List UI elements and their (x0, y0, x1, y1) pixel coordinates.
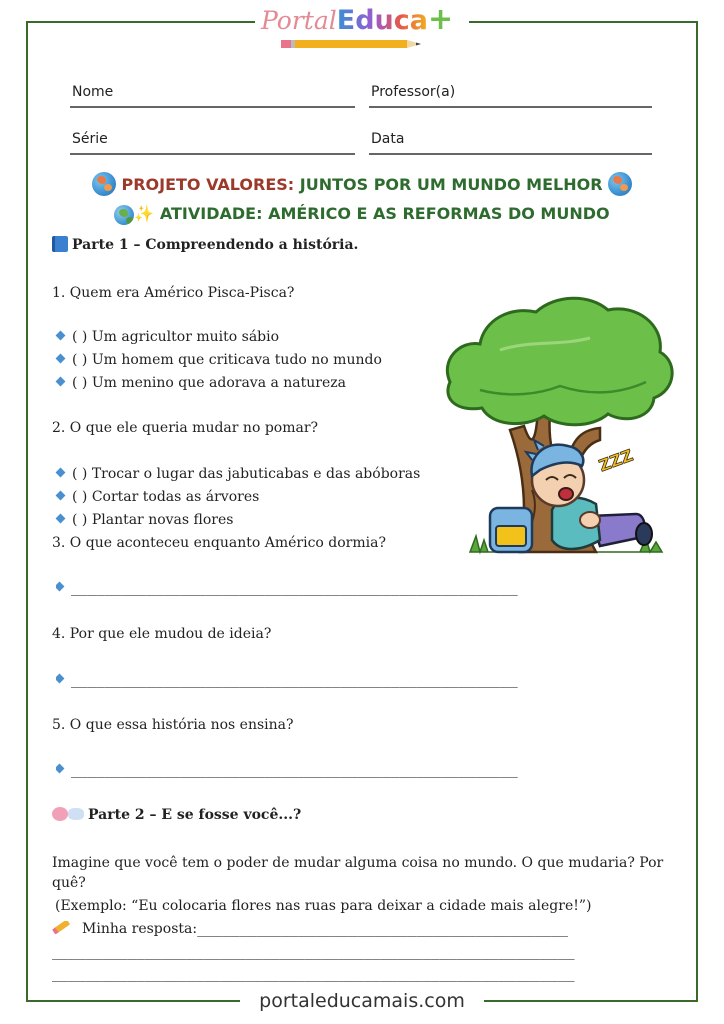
question-3: 3. O que aconteceu enquanto Américo dormia? (52, 535, 386, 551)
diamond-icon (56, 331, 66, 341)
grade-field[interactable] (70, 129, 355, 155)
speech-bubble-icon (68, 808, 84, 820)
logo-portal-text: Portal (261, 6, 337, 35)
answer-line-5[interactable]: _____________________________________________________ (56, 762, 670, 778)
part2-prompt: Imagine que você tem o poder de mudar alguma coisa no mundo. O que mudaria? Por quê? (52, 855, 664, 891)
project-title-prefix: PROJETO VALORES: (121, 175, 295, 194)
option-1b[interactable]: ( ) Um homem que criticava tudo no mundo (57, 352, 382, 368)
sleep-zzz-text: ZZZ (596, 445, 636, 476)
option-1c[interactable]: ( ) Um menino que adorava a natureza (57, 375, 346, 391)
answer-line-extra-2[interactable]: ______________________________________________________________ (52, 966, 575, 982)
sparkles-icon: ✨ (134, 204, 155, 223)
diamond-icon (56, 764, 64, 774)
diamond-icon (56, 468, 66, 478)
my-answer-line[interactable]: Minha resposta:____________________________________________ (52, 921, 678, 937)
grade-label: Série (72, 131, 108, 147)
activity-title (0, 204, 724, 225)
pencil-icon (52, 921, 70, 935)
name-label: Nome (72, 84, 114, 100)
question-2: 2. O que ele queria mudar no pomar? (52, 420, 319, 436)
option-2c[interactable]: ( ) Plantar novas flores (57, 512, 233, 528)
logo-educa-text: Educa (336, 5, 428, 36)
portal-educa-logo (255, 2, 469, 52)
date-field[interactable] (369, 129, 652, 155)
question-5: 5. O que essa história nos ensina? (52, 717, 294, 733)
activity-title-text: ATIVIDADE: AMÉRICO E AS REFORMAS DO MUNDO (159, 204, 610, 223)
option-2a[interactable]: ( ) Trocar o lugar das jabuticabas e das abóboras (57, 466, 420, 482)
diamond-icon (56, 377, 66, 387)
boy-sleeping-under-tree-illustration (440, 290, 678, 562)
name-field[interactable] (70, 82, 355, 108)
part2-example: (Exemplo: “Eu colocaria flores nas ruas para deixar a cidade mais alegre!”) (55, 898, 592, 914)
diamond-icon (56, 514, 66, 524)
answer-line-4[interactable]: _____________________________________________________ (56, 672, 670, 688)
project-title (0, 172, 724, 196)
globe-icon (92, 172, 116, 196)
logo-plus-text: + (427, 2, 454, 37)
question-4: 4. Por que ele mudou de ideia? (52, 626, 272, 642)
question-1: 1. Quem era Américo Pisca-Pisca? (52, 285, 295, 301)
option-1a[interactable]: ( ) Um agricultor muito sábio (57, 329, 279, 345)
diamond-icon (56, 491, 66, 501)
part1-heading: Parte 1 – Compreendendo a história. (52, 236, 358, 253)
answer-line-extra-1[interactable]: ______________________________________________________________ (52, 944, 575, 960)
teacher-field[interactable] (369, 82, 652, 108)
part2-heading: Parte 2 – E se fosse você...? (52, 807, 301, 823)
my-answer-label: Minha resposta: (82, 921, 198, 937)
footer-site (240, 990, 484, 1018)
diamond-icon (56, 354, 66, 364)
date-label: Data (371, 131, 405, 147)
book-icon (52, 236, 68, 252)
project-title-suffix: JUNTOS POR UM MUNDO MELHOR (294, 175, 603, 194)
diamond-icon (56, 582, 64, 592)
footer-site-text: portaleducamais.com (259, 990, 465, 1012)
pencil-icon (281, 40, 421, 48)
earth-icon (114, 205, 134, 225)
teacher-label: Professor(a) (371, 84, 456, 100)
option-2b[interactable]: ( ) Cortar todas as árvores (57, 489, 259, 505)
globe-icon (608, 172, 632, 196)
answer-line-3[interactable]: _____________________________________________________ (56, 580, 670, 596)
diamond-icon (56, 674, 64, 684)
brain-icon (52, 807, 68, 821)
